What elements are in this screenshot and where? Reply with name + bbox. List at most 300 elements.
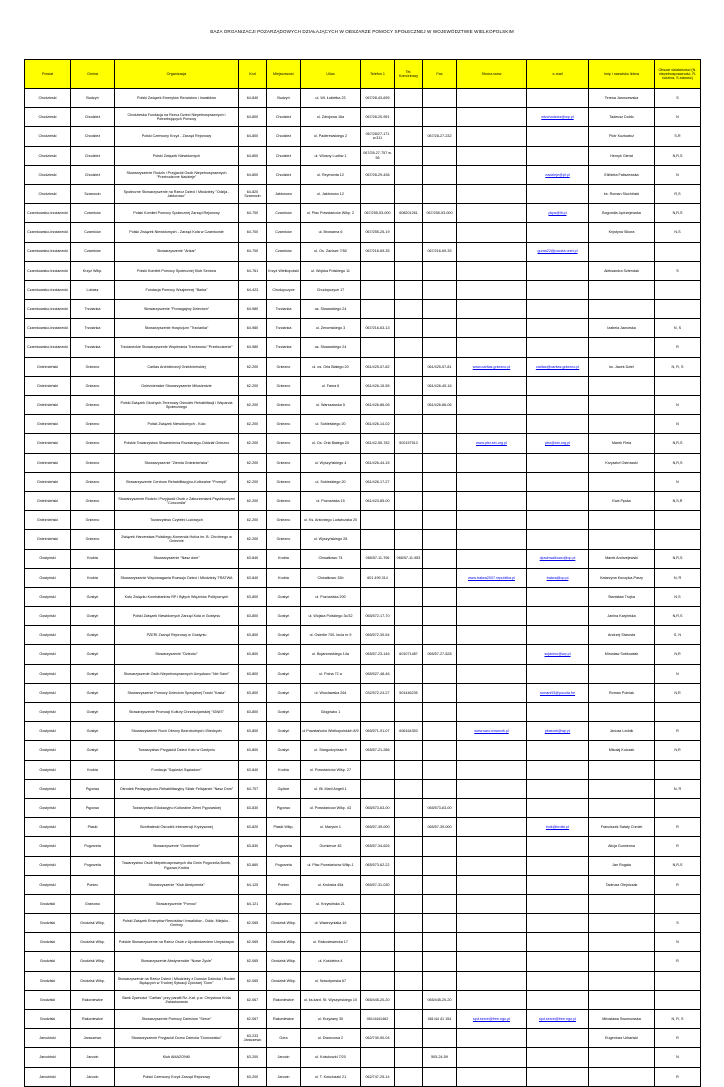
col-powiat-cell: Gostyński: [25, 818, 71, 837]
col-email-cell: [527, 626, 589, 645]
col-ulica-cell: ul. Os. Orla Białego 20: [301, 434, 361, 453]
col-email-cell[interactable]: guma22@poczta.onet.pl: [527, 242, 589, 261]
col-email-cell: [527, 1048, 589, 1067]
col-telefon-cell: 065/445-20-20: [361, 990, 395, 1009]
col-strona-www-cell: [457, 396, 527, 415]
col-ulica-cell: ul. Warszawska 5: [301, 396, 361, 415]
col-fax-cell: [423, 261, 457, 280]
col-email-cell: [527, 856, 589, 875]
col-miejscowosc-cell: Gniezno: [267, 511, 301, 530]
col-kod-cell: 64-800: [239, 146, 267, 165]
table-row: [25, 798, 701, 817]
col-email-header: e-mail: [527, 60, 589, 89]
col-obszar-cell: [655, 530, 701, 549]
table-row: [25, 108, 701, 127]
col-strona-www-cell: [457, 587, 527, 606]
table-row: [25, 146, 701, 165]
col-kod-cell: 62-200: [239, 415, 267, 434]
table-row: [25, 357, 701, 376]
col-tel-komorkowy-cell: 601071487: [395, 645, 423, 664]
col-strona-www-cell: [457, 741, 527, 760]
col-strona-www-cell: [457, 89, 527, 108]
col-miejscowosc-cell: Gniezno: [267, 376, 301, 395]
col-lider-cell: [589, 1048, 655, 1067]
col-email-cell: [527, 607, 589, 626]
col-obszar-cell: [655, 760, 701, 779]
col-email-cell[interactable]: spd.serce@free.ngo.pl: [527, 1010, 589, 1029]
col-lider-cell: [589, 990, 655, 1009]
col-obszar-cell: [655, 511, 701, 530]
col-email-cell: [527, 971, 589, 990]
col-fax-cell: 061/426-45-16: [423, 376, 457, 395]
col-fax-cell: [423, 146, 457, 165]
col-ulica-cell: ul. Wiosny Ludów 1: [301, 146, 361, 165]
col-miejscowosc-cell: Czarnków: [267, 223, 301, 242]
col-powiat-cell: Gostyński: [25, 626, 71, 645]
table-row: [25, 434, 701, 453]
col-miejscowosc-cell: Gostyń: [267, 664, 301, 683]
col-ulica-cell: ul. os. Orla Białego 20: [301, 357, 361, 376]
col-tel-komorkowy-cell: [395, 1029, 423, 1048]
col-organizacja-cell: Stowarzyszenie "Gumienice": [115, 837, 239, 856]
col-telefon-cell: [361, 280, 395, 299]
col-strona-www-cell: [457, 511, 527, 530]
col-lider-cell: Janina Karpińska: [589, 607, 655, 626]
col-organizacja-cell: Stowarzyszenie Pomocy Dzieciom Specjalnej Troski "Kasia": [115, 683, 239, 702]
col-obszar-cell: N: [655, 108, 701, 127]
col-email-cell: [527, 184, 589, 203]
col-obszar-cell: N,R: [655, 741, 701, 760]
col-organizacja-cell: Koło Związku Kombatantów RP i Byłych Więźniów Politycznych: [115, 587, 239, 606]
col-strona-www-cell: [457, 607, 527, 626]
col-miejscowosc-cell: Grodzisk Wlkp.: [267, 971, 301, 990]
col-telefon-cell: 067/255-25-19: [361, 223, 395, 242]
col-organizacja-cell: Stowarzyszenie "Pomoc": [115, 894, 239, 913]
col-obszar-cell: N,R,S: [655, 204, 701, 223]
col-kod-cell: 64-423: [239, 280, 267, 299]
col-telefon-cell: [361, 760, 395, 779]
col-ulica-cell: ul. Fama 6: [301, 376, 361, 395]
col-organizacja-cell: Bank Żywności "Caritas" przy parafii Rz.-Kat. p.w. Chrystusa Króla Zwiastowania: [115, 990, 239, 1009]
col-powiat-cell: Gostyński: [25, 664, 71, 683]
table-row: [25, 683, 701, 702]
col-fax-cell: [423, 300, 457, 319]
col-strona-www-cell: [457, 338, 527, 357]
col-tel-komorkowy-cell: [395, 933, 423, 952]
col-organizacja-cell: Społeczne Stowarzyszenie na Rzecz Dzieci i Młodzieży "Odzija - Jaktorowo": [115, 184, 239, 203]
col-obszar-cell: N,S: [655, 223, 701, 242]
col-telefon-cell: 065/572-17-70: [361, 607, 395, 626]
table-row: [25, 875, 701, 894]
col-organizacja-cell: Chodzieska Fundacja na Rzecz Dzieci Niepełnosprawnych i Potrzebujących Pomocy: [115, 108, 239, 127]
col-tel-komorkowy-cell: [395, 914, 423, 933]
col-kod-cell: 63-820: [239, 818, 267, 837]
col-kod-cell: 63-800: [239, 587, 267, 606]
col-email-cell[interactable]: dpschwalkowo@op.pl: [527, 549, 589, 568]
col-kod-cell: 64-761: [239, 261, 267, 280]
document-title: BAZA ORGANIZACJI POZARZĄDOWYCH DZIAŁAJĄCYCH W OBSZARZE POMOCY SPOŁECZNEJ W WOJEWÓDZTWIE WIELKOPOLSKIM: [210, 29, 514, 34]
col-email-cell: [527, 837, 589, 856]
col-strona-www-cell: [457, 223, 527, 242]
col-email-cell: [527, 338, 589, 357]
col-ulica-cell: os. Słowackiego 24: [301, 338, 361, 357]
table-row: [25, 89, 701, 108]
col-tel-komorkowy-cell: [395, 1048, 423, 1067]
col-kod-cell: 64-980: [239, 300, 267, 319]
col-organizacja-cell: Towarzystwo Czytelni Ludowych: [115, 511, 239, 530]
col-obszar-cell: R: [655, 1067, 701, 1086]
table-row: [25, 645, 701, 664]
table-row: [25, 741, 701, 760]
col-obszar-cell: R: [655, 818, 701, 837]
col-kod-cell: 64-700: [239, 223, 267, 242]
col-email-cell: [527, 89, 589, 108]
col-strona-www-cell: [457, 703, 527, 722]
col-fax-cell: [423, 626, 457, 645]
col-organizacja-cell: Polski Związek Głuchych-Terenowy Ośrodek Rehabilitacji i Wsparcia Społecznego: [115, 396, 239, 415]
col-organizacja-cell: Stowarzyszenie Abstynenckie "Nowe Życie": [115, 952, 239, 971]
col-ulica-cell: Chwałkowo 74: [301, 549, 361, 568]
col-gmina-cell: Pogorzela: [71, 856, 115, 875]
col-strona-www-cell: [457, 818, 527, 837]
col-miejscowosc-cell: Chudopczyce: [267, 280, 301, 299]
col-lider-cell: Izabela Jaworska: [589, 319, 655, 338]
col-telefon-header: Telefon 1: [361, 60, 395, 89]
col-strona-www-cell: [457, 1067, 527, 1086]
col-lider-cell: [589, 242, 655, 261]
col-powiat-cell: Gostyński: [25, 587, 71, 606]
col-gmina-cell: Gniezno: [71, 491, 115, 510]
col-organizacja-cell: Polski Komitet Pomocy Społecznej Klub Seniora: [115, 261, 239, 280]
col-lider-cell: [589, 376, 655, 395]
col-kod-cell: 64-800: [239, 165, 267, 184]
col-telefon-cell: 061/42-55-782: [361, 434, 395, 453]
table-row: [25, 165, 701, 184]
col-strona-www-cell: [457, 1029, 527, 1048]
col-telefon-cell: 061/423-85-00: [361, 491, 395, 510]
col-lider-cell: [589, 1067, 655, 1086]
col-telefon-cell: [361, 300, 395, 319]
col-fax-cell: [423, 722, 457, 741]
col-strona-www-cell: [457, 952, 527, 971]
col-fax-cell: [423, 568, 457, 587]
col-tel-komorkowy-cell: [395, 491, 423, 510]
col-powiat-cell: Gnieźnieński: [25, 357, 71, 376]
col-powiat-cell: Czarnkowsko-trzcianecki: [25, 319, 71, 338]
col-email-cell: [527, 453, 589, 472]
col-strona-www-cell[interactable]: spd.serce@free.ngo.pl: [457, 1010, 527, 1029]
col-email-cell: [527, 491, 589, 510]
col-ulica-cell: ul. Marysin 1: [301, 818, 361, 837]
col-gmina-cell: Grodzisk Wlkp.: [71, 914, 115, 933]
table-row: [25, 453, 701, 472]
col-email-cell[interactable]: boik@krotki.pl: [527, 818, 589, 837]
col-miejscowosc-cell: Gostyń: [267, 626, 301, 645]
col-telefon-cell: 062/747-25-14: [361, 1067, 395, 1086]
col-email-cell[interactable]: caritas@caritas.gniezno.pl: [527, 357, 589, 376]
col-fax-cell: [423, 837, 457, 856]
col-lider-header: imię i nazwisko lidera: [589, 60, 655, 89]
col-gmina-cell: Krobia: [71, 549, 115, 568]
col-telefon-cell: 065/57-31-030: [361, 875, 395, 894]
col-email-cell: [527, 280, 589, 299]
col-fax-cell: [423, 971, 457, 990]
col-organizacja-cell: Stowarzyszenie na Rzecz Dzieci i Młodzieży z Domów Dziecka i Rodzin Będących w Trudnej Sytuacji Życiowej "Dom": [115, 971, 239, 990]
col-tel-komorkowy-cell: [395, 453, 423, 472]
col-organizacja-cell: Stowarzyszenie "Dziecko": [115, 645, 239, 664]
col-organizacja-cell: Stowarzyszenie "Klub Abstynenta": [115, 875, 239, 894]
col-lider-cell: [589, 760, 655, 779]
col-tel-komorkowy-cell: [395, 184, 423, 203]
col-kod-cell: 62-200: [239, 357, 267, 376]
table-row: [25, 319, 701, 338]
col-kod-cell: 64-840: [239, 89, 267, 108]
table-row: [25, 396, 701, 415]
col-email-cell: [527, 952, 589, 971]
col-fax-cell: [423, 703, 457, 722]
table-row: [25, 587, 701, 606]
col-email-cell: [527, 511, 589, 530]
col-ulica-cell: ul. T. Kościuszki 21: [301, 1067, 361, 1086]
col-strona-www-cell: [457, 683, 527, 702]
col-ulica-cell: ul. Os. Zacisze 7/50: [301, 242, 361, 261]
col-fax-cell: 061/425-57-81: [423, 357, 457, 376]
col-gmina-cell: Rakoniewice: [71, 990, 115, 1009]
col-ulica-cell: ul. Krzywińska 21: [301, 894, 361, 913]
col-gmina-cell: Jaraczewo: [71, 1029, 115, 1048]
col-kod-cell: 63-200: [239, 1067, 267, 1086]
col-kod-cell: 62-065: [239, 971, 267, 990]
col-email-cell: [527, 415, 589, 434]
col-kod-cell: 62-067: [239, 1010, 267, 1029]
col-email-cell[interactable]: tratwa@op.pl: [527, 568, 589, 587]
col-fax-cell: [423, 511, 457, 530]
col-tel-komorkowy-cell: [395, 894, 423, 913]
col-email-cell[interactable]: nadzieje@pf.pl: [527, 165, 589, 184]
col-telefon-cell: 032/572-24-27: [361, 683, 395, 702]
col-fax-cell: [423, 760, 457, 779]
col-obszar-cell: [655, 894, 701, 913]
col-tel-komorkowy-cell: [395, 338, 423, 357]
col-telefon-cell: [361, 587, 395, 606]
col-obszar-cell: R: [655, 837, 701, 856]
col-ulica-cell: ul. Nowotymska 67: [301, 971, 361, 990]
col-miejscowosc-cell: Krobia: [267, 568, 301, 587]
col-ulica-cell: ul. Wojska Polskiego 3c/32: [301, 607, 361, 626]
col-ulica-cell: ul. Wojska Polskiego 11: [301, 261, 361, 280]
col-email-cell: [527, 664, 589, 683]
col-kod-cell: 62-065: [239, 952, 267, 971]
table-row: [25, 952, 701, 971]
col-powiat-cell: Czarnkowsko-trzcianecki: [25, 242, 71, 261]
col-gmina-cell: Grodzisk Wlkp.: [71, 971, 115, 990]
col-tel-komorkowy-cell: [395, 664, 423, 683]
col-strona-www-cell[interactable]: www.ptsr.stn.org.pl: [457, 434, 527, 453]
col-gmina-cell: Granowo: [71, 894, 115, 913]
table-row: [25, 204, 701, 223]
table-header-row: [25, 60, 701, 89]
col-organizacja-cell: Stowarzyszenie Osób Niepełnosprawnych Umysłowo "Nie Sami": [115, 664, 239, 683]
col-kod-cell: 63-800: [239, 722, 267, 741]
col-fax-cell: [423, 741, 457, 760]
col-powiat-cell: Chodzieski: [25, 127, 71, 146]
col-organizacja-cell: Polski Związek Niewidomych Zarząd Koła w Gostyniu: [115, 607, 239, 626]
col-telefon-cell: [361, 894, 395, 913]
table-row: [25, 491, 701, 510]
table-row: [25, 376, 701, 395]
col-organizacja-cell: Stowarzyszenie Centrum Rehabilitacyjno-Kulturalne "Promyk": [115, 472, 239, 491]
col-tel-komorkowy-cell: [395, 511, 423, 530]
col-lider-cell: Tadeusz Olejniczak: [589, 875, 655, 894]
col-organizacja-cell: Polski Czerwony Krzyż Zarząd Rejonowy: [115, 1067, 239, 1086]
col-obszar-cell: N: [655, 933, 701, 952]
col-lider-cell: [589, 933, 655, 952]
col-obszar-cell: N: [655, 664, 701, 683]
col-obszar-cell: S,R: [655, 127, 701, 146]
col-powiat-cell: Gostyński: [25, 779, 71, 798]
col-miejscowosc-cell: Gostyń: [267, 683, 301, 702]
col-strona-www-cell: [457, 856, 527, 875]
col-telefon-cell: 067/255-53-000: [361, 204, 395, 223]
col-tel-komorkowy-cell: [395, 396, 423, 415]
col-organizacja-cell: Stowarzyszenie Wspomagania Rozwoju Dzieci i Młodzieży TRATWA: [115, 568, 239, 587]
col-kod-cell: 63-860: [239, 856, 267, 875]
col-strona-www-cell: [457, 453, 527, 472]
col-kod-cell: 63-830: [239, 798, 267, 817]
col-fax-cell: [423, 223, 457, 242]
col-kod-cell: 64-800: [239, 127, 267, 146]
col-email-cell[interactable]: sojanino@wp.pl: [527, 645, 589, 664]
col-kod-cell: 62-200: [239, 472, 267, 491]
col-email-cell: [527, 914, 589, 933]
col-fax-cell: [423, 472, 457, 491]
col-email-cell: [527, 587, 589, 606]
col-kod-cell: 63-840: [239, 568, 267, 587]
col-miejscowosc-cell: Jaktorowo: [267, 184, 301, 203]
table-row: [25, 568, 701, 587]
table-row: [25, 664, 701, 683]
col-fax-cell: [423, 415, 457, 434]
col-email-cell[interactable]: pbasmb@wp.pl: [527, 722, 589, 741]
col-tel-komorkowy-cell: [395, 607, 423, 626]
col-miejscowosc-cell: Gniezno: [267, 530, 301, 549]
col-kod-cell: 62-200: [239, 434, 267, 453]
col-telefon-cell: [361, 952, 395, 971]
col-miejscowosc-cell: Jarocin: [267, 1067, 301, 1086]
col-organizacja-cell: Stowarzyszenie "Ankar": [115, 242, 239, 261]
col-ulica-cell: ul. Wyszyńskiego 4: [301, 453, 361, 472]
col-miejscowosc-cell: Chodzież: [267, 127, 301, 146]
col-email-cell[interactable]: ptsr@stn.org.pl: [527, 434, 589, 453]
col-miejscowosc-cell: Grodzisk Wlkp.: [267, 933, 301, 952]
col-strona-www-cell[interactable]: www.caritas.gniezno.pl: [457, 357, 527, 376]
col-miejscowosc-header: Miejscowość: [267, 60, 301, 89]
col-email-cell[interactable]: wtzchodziez@wp.pl: [527, 108, 589, 127]
col-email-cell[interactable]: pkps@lit.pl: [527, 204, 589, 223]
col-kod-cell: 63-800: [239, 703, 267, 722]
col-powiat-cell: Gostyński: [25, 856, 71, 875]
col-miejscowosc-cell: Piaski Wlkp.: [267, 818, 301, 837]
col-powiat-cell: Grodziski: [25, 894, 71, 913]
col-lider-cell: [589, 971, 655, 990]
col-email-cell: [527, 1029, 589, 1048]
col-ulica-cell: ul. Wrocławska 264: [301, 683, 361, 702]
table-row: [25, 300, 701, 319]
col-ulica-cell: ul. Krzyżany 30: [301, 1010, 361, 1029]
col-obszar-cell: N: [655, 415, 701, 434]
col-gmina-cell: Trzcianka: [71, 319, 115, 338]
col-strona-www-cell: [457, 990, 527, 1009]
col-strona-www-cell: [457, 760, 527, 779]
col-lider-cell: Piotr Kozłowicz: [589, 127, 655, 146]
col-organizacja-cell: Polski Związek Emerytów Rencistów i Inwalidów: [115, 89, 239, 108]
col-telefon-cell: 061/426-14-02: [361, 415, 395, 434]
col-kod-cell: 64-820 Szamocin: [239, 184, 267, 203]
col-strona-www-cell: [457, 837, 527, 856]
col-telefon-cell: 061/426-86-06: [361, 396, 395, 415]
col-obszar-cell: N,R: [655, 645, 701, 664]
col-miejscowosc-cell: Gostyń: [267, 741, 301, 760]
col-lider-cell: [589, 472, 655, 491]
col-strona-www-cell[interactable]: www.saro.mwwork.pl: [457, 722, 527, 741]
col-telefon-cell: 065/57-21-286: [361, 741, 395, 760]
col-organizacja-cell: Związek Harcerstwa Polskiego-Komenda Hufca im. B. Chrobrego w Gnieźnie: [115, 530, 239, 549]
col-miejscowosc-cell: Krobia: [267, 760, 301, 779]
col-powiat-cell: Gnieźnieński: [25, 472, 71, 491]
col-fax-cell: [423, 952, 457, 971]
col-email-cell: [527, 146, 589, 165]
col-gmina-cell: Chodzież: [71, 165, 115, 184]
col-fax-cell: [423, 683, 457, 702]
col-lider-cell: Henryk Gierat: [589, 146, 655, 165]
col-telefon-cell: [361, 933, 395, 952]
col-lider-cell: [589, 338, 655, 357]
col-tel-komorkowy-cell: 502157513: [395, 434, 423, 453]
col-powiat-cell: Gostyński: [25, 645, 71, 664]
col-telefon-cell: 061/426-15-55: [361, 376, 395, 395]
col-email-cell: [527, 703, 589, 722]
col-tel-komorkowy-cell: [395, 165, 423, 184]
col-telefon-cell: 067/28-27-757 w. 55: [361, 146, 395, 165]
table-row: [25, 626, 701, 645]
col-telefon-cell: [361, 338, 395, 357]
col-gmina-cell: Gostyń: [71, 683, 115, 702]
col-tel-komorkowy-cell: [395, 779, 423, 798]
col-strona-www-cell: [457, 664, 527, 683]
col-kod-cell: 64-980: [239, 319, 267, 338]
col-lider-cell: [589, 779, 655, 798]
col-strona-www-cell[interactable]: www.tratwa2007.republika.pl: [457, 568, 527, 587]
col-email-cell[interactable]: romani93@poczta.fm: [527, 683, 589, 702]
col-ulica-cell: ul. Sobieskiego 20: [301, 472, 361, 491]
table-row: [25, 472, 701, 491]
col-telefon-cell: 065/573-62-22: [361, 856, 395, 875]
col-tel-komorkowy-cell: [395, 990, 423, 1009]
col-obszar-cell: [655, 242, 701, 261]
col-obszar-cell: N, R: [655, 568, 701, 587]
col-ulica-cell: ul. Kościelna 4: [301, 952, 361, 971]
col-strona-www-cell: [457, 798, 527, 817]
col-powiat-cell: Czarnkowsko-trzcianecki: [25, 280, 71, 299]
col-fax-cell: 065/445-20-20: [423, 990, 457, 1009]
col-powiat-cell: Chodzieski: [25, 184, 71, 203]
col-gmina-cell: Gostyń: [71, 664, 115, 683]
col-kod-cell: 63-830: [239, 837, 267, 856]
col-miejscowosc-cell: Czarnków: [267, 242, 301, 261]
col-strona-www-cell: [457, 549, 527, 568]
col-lider-cell: Bogumiła Jędrzejewska: [589, 204, 655, 223]
table-row: [25, 760, 701, 779]
